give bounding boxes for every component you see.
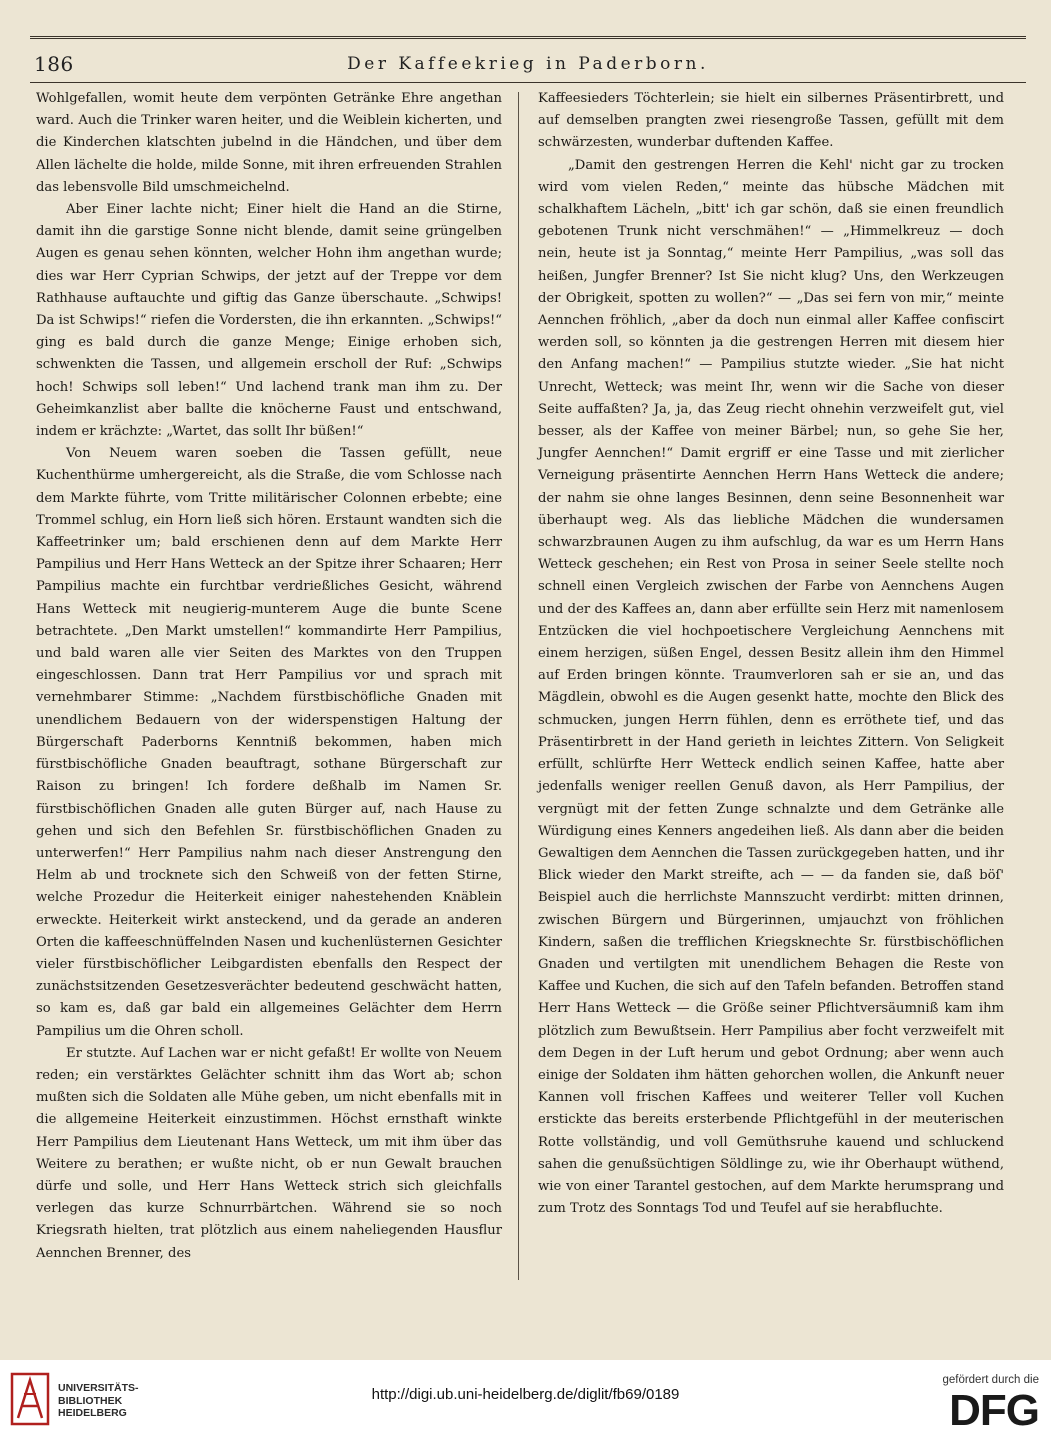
page-number: 186 bbox=[34, 52, 74, 76]
dfg-logo: DFG bbox=[949, 1386, 1039, 1435]
paragraph: Er stutzte. Auf Lachen war er nicht gefaßt! Er wollte von Neuem reden; ein verstärktes Gelächter schnitt ihm das Wort ab; schon mußten sich die Soldaten alle Mühe geben, um nicht ebenfalls mit in die allgemeine Heiterkeit einzustimmen. Höchst ernsthaft winkte Herr Pampilius dem Lieutenant Hans Wetteck, um mit ihm über das Weitere zu berathen; er wußte nicht, ob er nun Gewalt brauchen dürfe und solle, und Herr Hans Wetteck strich sich gleichfalls verlegen das kurze Schnurrbärtchen. Während sie so noch Kriegsrath hielten, trat plötzlich aus einem naheliegenden Hausflur Aennchen Brenner, des bbox=[36, 1045, 502, 1261]
paragraph: Kaffeesieders Töchterlein; sie hielt ein silbernes Präsentirbrett, und auf demselben prangten zwei riesengroße Tassen, gefüllt mit dem schwärzesten, wunderbar duftenden Kaffee. bbox=[538, 91, 1004, 151]
column-divider bbox=[518, 92, 519, 1280]
permalink-url[interactable]: http://digi.ub.uni-heidelberg.de/diglit/fb69/0189 bbox=[371, 1386, 680, 1403]
left-column bbox=[36, 88, 502, 1265]
paragraph: „Damit den gestrengen Herren die Kehl' nicht gar zu trocken wird vom vielen Reden,“ meinte das hübsche Mädchen mit schalkhaftem Lächeln, „bitt' ich gar schön, daß sie einen freundlich gebotenen Trunk nicht verschmähen!“ — „Himmelkreuz — doch nein, heute ist ja Sonntag,“ meinte Herr Pampilius, „was soll das heißen, Jungfer Brenner? Ist Sie nicht klug? Uns, den Werkzeugen der Obrigkeit, spotten zu wollen?“ — „Das sei fern von mir,“ meinte Aennchen fröhlich, „aber da doch nun einmal aller Kaffee confiscirt werden soll, so könnten ja die gestrengen Herren mit diesem hier den Anfang machen!“ — Pampilius stutzte wieder. „Sie hat nicht Unrecht, Wetteck; was meint Ihr, wenn wir die Sache von dieser Seite auffaßten? Ja, ja, das Zeug riecht ohnehin verzweifelt gut, viel besser, als der Kaffee von meiner Bärbel; nun, so gehe Sie her, Jungfer Aennchen!“ Damit ergriff er eine Tasse und mit zierlicher Verneigung präsentirte Aennchen Herrn Hans Wetteck die andere; der nahm sie ohne langes Besinnen, denn seine Besonnenheit war überhaupt weg. Als das liebliche Mädchen die wundersamen schwarzbraunen Augen zu ihm aufschlug, da war es um Herrn Hans Wetteck geschehen; ein Rest von Prosa in seiner Seele stellte noch schnell einen Vergleich zwischen der Farbe von Aennchens Augen und der des Kaffees an, dann aber erfüllte sein Herz mit namenlosem Entzücken die viel hochpoetischere Vergleichung Aennchens mit einem herzigen, süßen Engel, dessen Besitz allein ihm den Himmel auf Erden bringen könnte. Traumverloren sah er sie an, und das Mägdlein, obwohl es die Augen gesenkt hatte, mochte den Blick des schmucken, jungen Herrn fühlen, denn es erröthete tief, und das Präsentirbrett in der Hand gerieth in leichtes Zittern. Von Seligkeit erfüllt, schlürfte Herr Wetteck endlich seinen Kaffee, hatte aber jedenfalls weniger reellen Genuß davon, als Herr Pampilius, der vergnügt mit der fetten Zunge schnalzte und dem Getränke alle Würdigung eines Kenners angedeihen ließ. Als dann aber die beiden Gewaltigen dem Aennchen die Tassen zurückgegeben hatten, und ihr Blick wieder den Markt streifte, ach — — da fanden sie, daß böſ' Beispiel auch die herrlichste Mannszucht verdirbt: mitten drinnen, zwischen Bürgern und Bürgerinnen, umjauchzt von fröhlichen Kindern, saßen die trefflichen Kriegsknechte Sr. fürstbischöflichen Gnaden und vertilgten mit unendlichem Behagen die Reste von Kaffee und Kuchen, die sich auf den Tafeln befanden. Betroffen stand Herr Hans Wetteck — die Größe seiner Pflichtversäumniß kam ihm plötzlich zum Bewußtsein. Herr Pampilius aber focht verzweifelt mit dem Degen in der Luft herum und gebot Ordnung; aber wenn auch einige der Soldaten ihm hätten gehorchen wollen, die Ankunft neuer Kannen voll frischen Kaffees und weiterer Teller voll Kuchen erstickte das bereits ersterbende Pflichtgefühl in der meuterischen Rotte vollständig, und voll Gemüthsruhe kauend und schluckend sahen die genußsüchtigen Söldlinge zu, wie ihr Oberhaupt wüthend, wie von einer Tarantel gestochen, auf dem Markte herumsprang und zum Trotz des Sonntags Tod und Teufel auf sie herabfluchte. bbox=[538, 157, 1004, 1217]
right-column bbox=[538, 88, 1004, 1220]
running-title: Der Kaffeekrieg in Paderborn. bbox=[347, 54, 709, 74]
paragraph: Wohlgefallen, womit heute dem verpönten Getränke Ehre angethan ward. Auch die Trinker waren heiter, und die Weiblein kicherten, und die Kinderchen klatschten jubelnd in die Händchen, und über dem Allen lächelte die holde, milde Sonne, mit ihren erfreuenden Strahlen das lebensvolle Bild umschmeichelnd. bbox=[36, 91, 502, 195]
header-rule bbox=[30, 82, 1026, 83]
viewer-footer bbox=[0, 1360, 1051, 1438]
paragraph: Aber Einer lachte nicht; Einer hielt die Hand an die Stirne, damit ihn die garstige Sonne nicht blende, damit seine grüngelben Augen es genau sehen könnten, welcher Hohn ihm angethan wurde; dies war Herr Cyprian Schwips, der jetzt auf der Treppe vor dem Rathhause auftauchte und giftig das Ganze überschaute. „Schwips! Da ist Schwips!“ riefen die Vordersten, die ihn erkannten. „Schwips!“ ging es bald durch die ganze Menge; Einige erhoben sich, schwenkten die Tassen, und allgemein erscholl der Ruf: „Schwips hoch! Schwips soll leben!“ Und lachend trank man ihm zu. Der Geheimkanzlist aber ballte die knöcherne Faust und entschwand, indem er krächzte: „Wartet, das sollt Ihr büßen!“ bbox=[36, 202, 502, 440]
university-name: UNIVERSITÄTS- BIBLIOTHEK HEIDELBERG bbox=[58, 1382, 139, 1419]
paragraph: Von Neuem waren soeben die Tassen gefüllt, neue Kuchenthürme umhergereicht, als die Straße, die vom Schlosse nach dem Markte führte, vom Tritte militärischer Colonnen erbebte; eine Trommel schlug, ein Horn ließ sich hören. Erstaunt wandten sich die Kaffeetrinker um; bald erschienen denn auf dem Markte Herr Pampilius und Herr Hans Wetteck an der Spitze ihrer Schaaren; Herr Pampilius machte ein furchtbar verdrießliches Gesicht, während Hans Wetteck mit neugierig-munterem Auge die bunte Scene betrachtete. „Den Markt umstellen!“ kommandirte Herr Pampilius, und bald waren alle vier Seiten des Marktes von den Truppen eingeschlossen. Dann trat Herr Pampilius vor und sprach mit vernehmbarer Stimme: „Nachdem fürstbischöfliche Gnaden mit unendlichem Bedauern von der widerspenstigen Haltung der Bürgerschaft Paderborns Kenntniß bekommen, haben mich fürstbischöfliche Gnaden beauftragt, sothane Bürgerschaft zur Raison zu bringen! Ich fordere deßhalb im Namen Sr. fürstbischöflichen Gnaden alle guten Bürger auf, nach Hause zu gehen und sich den Befehlen Sr. fürstbischöflichen Gnaden zu unterwerfen!“ Herr Pampilius nahm nach dieser Anstrengung den Helm ab und trocknete sich den Schweiß von der fetten Stirne, welche Prozedur die Heiterkeit einiger nahestehenden Knäblein erweckte. Heiterkeit wirkt ansteckend, und da gerade an anderen Orten die kaffeeschnüffelnden Nasen und kuchenlüsternen Gesichter vieler fürstbischöflicher Leibgardisten ebenfalls den Respect der zunächstsitzenden Gesetzesverächter bedeutend geschwächt hatten, so kam es, daß gar bald ein allgemeines Gelächter dem Herrn Pampilius um die Ohren scholl. bbox=[36, 446, 502, 1039]
funded-by-label: gefördert durch die bbox=[942, 1374, 1039, 1386]
page-header bbox=[30, 50, 1026, 80]
